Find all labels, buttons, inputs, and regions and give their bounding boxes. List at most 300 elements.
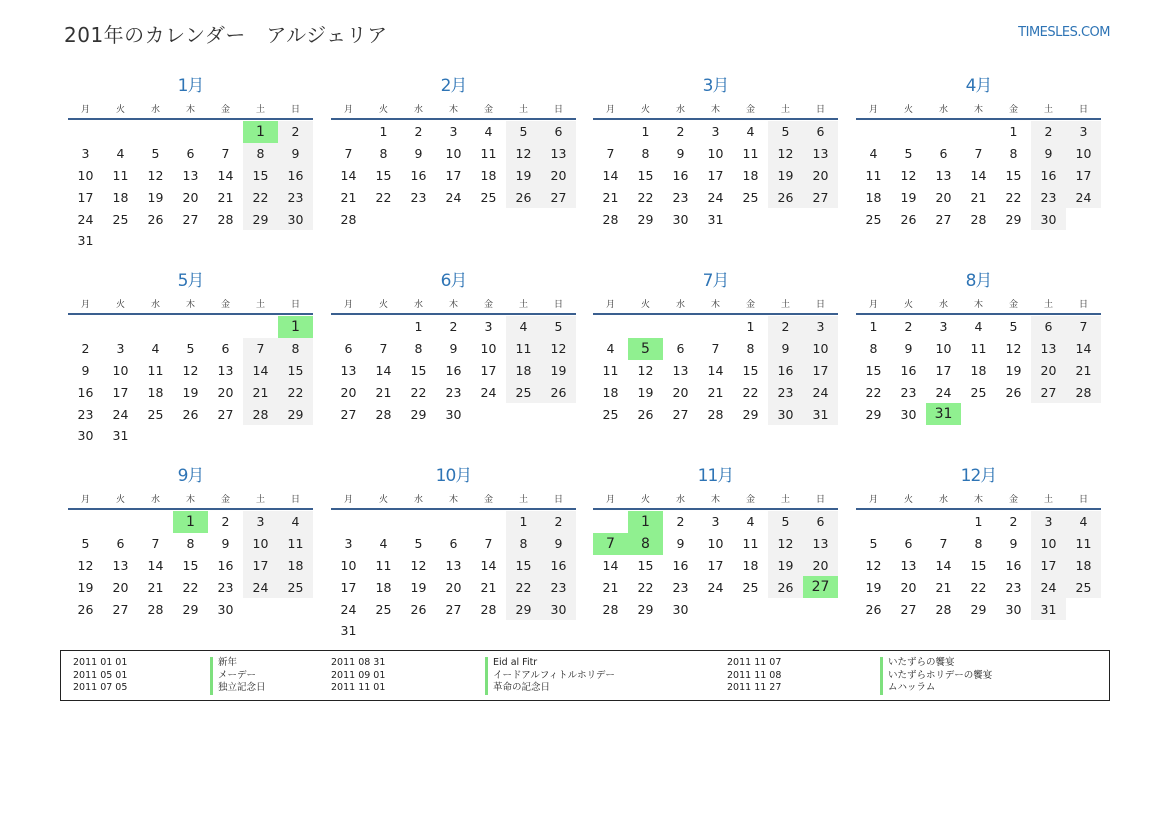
empty-cell: [103, 511, 138, 533]
empty-cell: [208, 121, 243, 143]
holiday-day-cell: 8: [628, 533, 663, 555]
day-cell: 10: [803, 338, 838, 360]
weekday-label: 土: [1043, 495, 1053, 505]
day-cell: 14: [243, 360, 278, 382]
day-cell: 20: [803, 555, 838, 577]
day-cell: 4: [869, 146, 878, 162]
day-cell: 25: [278, 576, 313, 598]
header-rule: [593, 118, 838, 120]
month-name: 2月: [440, 76, 467, 96]
day-cell: 19: [182, 384, 199, 400]
empty-cell: [628, 316, 663, 338]
day-cell: 9: [449, 341, 458, 357]
day-cell: 13: [672, 362, 689, 378]
empty-cell: [173, 121, 208, 143]
day-cell: 15: [375, 167, 392, 183]
day-grid: [593, 121, 838, 230]
legend-holiday-name: いたずらホリデーの饗宴: [880, 670, 992, 683]
day-cell: 6: [541, 121, 576, 143]
weekday-label: 木: [973, 105, 983, 115]
empty-cell: [68, 511, 103, 533]
day-cell: 20: [935, 189, 952, 205]
day-cell: 3: [711, 514, 720, 530]
day-cell: 11: [742, 146, 759, 162]
day-cell: 5: [541, 316, 576, 338]
day-cell: 21: [602, 579, 619, 595]
empty-cell: [593, 511, 628, 533]
day-grid: [856, 121, 1101, 230]
day-cell: 30: [672, 601, 689, 617]
day-cell: 3: [939, 319, 948, 335]
empty-cell: [961, 121, 996, 143]
day-cell: 8: [379, 146, 388, 162]
day-cell: 13: [541, 143, 576, 165]
day-cell: 1: [974, 514, 983, 530]
day-grid: [331, 316, 576, 425]
day-cell: 28: [707, 406, 724, 422]
day-cell: 22: [243, 186, 278, 208]
day-cell: 7: [1066, 316, 1101, 338]
day-cell: 21: [375, 384, 392, 400]
day-cell: 16: [541, 555, 576, 577]
day-cell: 28: [375, 406, 392, 422]
legend-date: 2011 07 05: [73, 682, 128, 693]
day-cell: 29: [742, 406, 759, 422]
weekday-header: [593, 490, 838, 507]
day-cell: 11: [112, 167, 129, 183]
day-cell: 17: [935, 362, 952, 378]
weekday-label: 日: [1078, 300, 1088, 310]
day-cell: 2: [676, 124, 685, 140]
day-cell: 28: [935, 601, 952, 617]
day-cell: 6: [186, 146, 195, 162]
day-cell: 28: [602, 211, 619, 227]
day-cell: 8: [278, 338, 313, 360]
day-cell: 24: [1031, 576, 1066, 598]
day-cell: 8: [641, 146, 650, 162]
day-cell: 17: [707, 557, 724, 573]
day-cell: 20: [445, 579, 462, 595]
header-rule: [331, 313, 576, 315]
day-cell: 24: [1066, 186, 1101, 208]
day-cell: 10: [77, 167, 94, 183]
day-cell: 1: [506, 511, 541, 533]
day-grid: [331, 121, 576, 230]
month-name: 9月: [177, 466, 204, 486]
day-cell: 3: [116, 341, 125, 357]
site-link[interactable]: TIMESLES.COM: [1018, 25, 1110, 40]
day-cell: 28: [1066, 381, 1101, 403]
day-cell: 7: [221, 146, 230, 162]
day-cell: 27: [445, 601, 462, 617]
day-cell: 19: [1005, 362, 1022, 378]
weekday-label: 木: [185, 105, 195, 115]
empty-cell: [891, 511, 926, 533]
weekday-label: 月: [868, 105, 878, 115]
month-name: 11月: [697, 466, 734, 486]
weekday-label: 水: [675, 105, 685, 115]
day-cell: 25: [865, 211, 882, 227]
weekday-label: 金: [1008, 300, 1018, 310]
day-cell: 21: [147, 579, 164, 595]
empty-cell: [471, 511, 506, 533]
day-cell: 21: [602, 189, 619, 205]
weekday-header: [331, 490, 576, 507]
legend-date: 2011 08 31: [331, 657, 386, 668]
day-cell: 13: [445, 557, 462, 573]
day-cell: 19: [541, 360, 576, 382]
weekday-label: 水: [150, 495, 160, 505]
day-cell: 1: [746, 319, 755, 335]
day-cell: 21: [1066, 360, 1101, 382]
day-cell: 18: [147, 384, 164, 400]
day-cell: 6: [939, 146, 948, 162]
day-cell: 29: [182, 601, 199, 617]
day-cell: 20: [340, 384, 357, 400]
day-grid: [68, 511, 313, 620]
weekday-label: 月: [605, 495, 615, 505]
weekday-header: [856, 100, 1101, 117]
empty-cell: [103, 121, 138, 143]
day-cell: 10: [243, 533, 278, 555]
day-cell: 16: [768, 360, 803, 382]
day-cell: 23: [217, 579, 234, 595]
day-cell: 24: [243, 576, 278, 598]
weekday-label: 月: [605, 300, 615, 310]
day-grid: [68, 316, 313, 447]
day-cell: 13: [803, 143, 838, 165]
holiday-day-cell: 31: [926, 403, 961, 425]
day-cell: 22: [742, 384, 759, 400]
day-cell: 2: [676, 514, 685, 530]
weekday-label: 火: [640, 495, 650, 505]
day-cell: 11: [278, 533, 313, 555]
weekday-label: 日: [553, 300, 563, 310]
day-cell: 27: [112, 601, 129, 617]
day-cell: 23: [672, 579, 689, 595]
day-cell: 14: [480, 557, 497, 573]
weekday-label: 木: [185, 495, 195, 505]
day-cell: 8: [1009, 146, 1018, 162]
weekday-label: 日: [290, 300, 300, 310]
day-cell: 3: [1066, 121, 1101, 143]
holiday-day-cell: 1: [628, 511, 663, 533]
day-cell: 22: [637, 579, 654, 595]
month-name: 6月: [440, 271, 467, 291]
day-cell: 16: [672, 167, 689, 183]
day-cell: 1: [1009, 124, 1018, 140]
day-cell: 12: [1005, 341, 1022, 357]
day-cell: 23: [445, 384, 462, 400]
day-cell: 13: [900, 557, 917, 573]
day-cell: 22: [182, 579, 199, 595]
weekday-label: 木: [448, 105, 458, 115]
day-cell: 11: [970, 341, 987, 357]
day-cell: 15: [410, 362, 427, 378]
weekday-label: 日: [815, 105, 825, 115]
day-cell: 23: [410, 189, 427, 205]
day-cell: 21: [970, 189, 987, 205]
day-cell: 3: [484, 319, 493, 335]
day-cell: 5: [869, 536, 878, 552]
holiday-day-cell: 5: [628, 338, 663, 360]
weekday-label: 火: [640, 105, 650, 115]
weekday-label: 水: [938, 105, 948, 115]
day-cell: 18: [480, 167, 497, 183]
day-cell: 22: [970, 579, 987, 595]
day-cell: 2: [414, 124, 423, 140]
day-cell: 31: [77, 233, 94, 249]
weekday-label: 土: [255, 300, 265, 310]
weekday-header: [331, 295, 576, 312]
day-cell: 2: [81, 341, 90, 357]
day-cell: 23: [541, 576, 576, 598]
weekday-label: 月: [605, 105, 615, 115]
legend-holiday-name: 新年: [210, 657, 237, 670]
day-cell: 28: [970, 211, 987, 227]
day-cell: 26: [865, 601, 882, 617]
day-cell: 28: [217, 211, 234, 227]
day-cell: 29: [865, 406, 882, 422]
weekday-label: 土: [518, 495, 528, 505]
day-cell: 31: [1031, 598, 1066, 620]
day-cell: 1: [414, 319, 423, 335]
day-cell: 9: [768, 338, 803, 360]
day-cell: 5: [1009, 319, 1018, 335]
legend-holiday-name: いたずらの饗宴: [880, 657, 955, 670]
day-cell: 26: [768, 576, 803, 598]
weekday-header: [593, 295, 838, 312]
month-name: 4月: [965, 76, 992, 96]
day-cell: 17: [340, 579, 357, 595]
weekday-label: 水: [675, 300, 685, 310]
day-cell: 30: [77, 428, 94, 444]
month-name: 8月: [965, 271, 992, 291]
day-cell: 28: [243, 403, 278, 425]
day-cell: 25: [602, 406, 619, 422]
page-title: 201年のカレンダー アルジェリア: [64, 23, 388, 47]
empty-cell: [138, 511, 173, 533]
day-cell: 27: [803, 186, 838, 208]
month-block: [856, 270, 1101, 425]
empty-cell: [593, 121, 628, 143]
month-block: [593, 75, 838, 230]
day-cell: 4: [606, 341, 615, 357]
day-cell: 12: [900, 167, 917, 183]
legend-column: [73, 657, 373, 695]
day-cell: 27: [182, 211, 199, 227]
day-cell: 24: [480, 384, 497, 400]
legend-column: [727, 657, 1087, 695]
weekday-label: 金: [220, 105, 230, 115]
day-cell: 18: [865, 189, 882, 205]
day-cell: 27: [672, 406, 689, 422]
day-cell: 16: [410, 167, 427, 183]
weekday-label: 火: [115, 300, 125, 310]
header-rule: [856, 313, 1101, 315]
day-cell: 23: [768, 381, 803, 403]
day-cell: 22: [278, 381, 313, 403]
day-cell: 9: [221, 536, 230, 552]
day-cell: 6: [344, 341, 353, 357]
weekday-label: 火: [115, 495, 125, 505]
day-cell: 9: [541, 533, 576, 555]
day-cell: 24: [340, 601, 357, 617]
day-cell: 21: [935, 579, 952, 595]
weekday-label: 木: [973, 495, 983, 505]
day-cell: 17: [77, 189, 94, 205]
empty-cell: [173, 316, 208, 338]
legend-holiday-name: イードアルフィトルホリデー: [485, 670, 615, 683]
day-cell: 27: [900, 601, 917, 617]
day-cell: 24: [707, 189, 724, 205]
legend-date: 2011 11 01: [331, 682, 386, 693]
day-cell: 16: [672, 557, 689, 573]
day-cell: 22: [637, 189, 654, 205]
day-cell: 20: [672, 384, 689, 400]
day-grid: [68, 121, 313, 252]
weekday-label: 水: [150, 105, 160, 115]
day-cell: 29: [278, 403, 313, 425]
empty-cell: [331, 121, 366, 143]
weekday-label: 土: [780, 300, 790, 310]
weekday-label: 日: [1078, 105, 1088, 115]
empty-cell: [436, 511, 471, 533]
weekday-label: 金: [745, 105, 755, 115]
day-cell: 20: [182, 189, 199, 205]
weekday-label: 月: [868, 300, 878, 310]
empty-cell: [103, 316, 138, 338]
weekday-label: 火: [640, 300, 650, 310]
weekday-label: 金: [745, 300, 755, 310]
day-cell: 3: [81, 146, 90, 162]
day-cell: 5: [768, 121, 803, 143]
day-cell: 6: [221, 341, 230, 357]
month-name: 10月: [435, 466, 472, 486]
legend-holiday-name: メーデー: [210, 670, 256, 683]
holiday-day-cell: 1: [173, 511, 208, 533]
day-cell: 12: [77, 557, 94, 573]
day-cell: 4: [116, 146, 125, 162]
weekday-label: 月: [868, 495, 878, 505]
weekday-label: 水: [413, 105, 423, 115]
day-grid: [593, 316, 838, 425]
day-cell: 5: [414, 536, 423, 552]
day-cell: 9: [414, 146, 423, 162]
day-cell: 15: [742, 362, 759, 378]
day-cell: 28: [480, 601, 497, 617]
holiday-legend: [60, 650, 1110, 701]
day-cell: 24: [112, 406, 129, 422]
day-cell: 25: [375, 601, 392, 617]
day-cell: 21: [480, 579, 497, 595]
day-cell: 24: [707, 579, 724, 595]
month-name: 12月: [960, 466, 997, 486]
day-grid: [593, 511, 838, 620]
day-cell: 10: [707, 146, 724, 162]
day-cell: 20: [541, 165, 576, 187]
day-cell: 7: [344, 146, 353, 162]
day-cell: 18: [742, 557, 759, 573]
day-cell: 10: [480, 341, 497, 357]
weekday-label: 日: [290, 495, 300, 505]
legend-holiday-name: 独立記念日: [210, 682, 266, 695]
day-cell: 19: [900, 189, 917, 205]
day-cell: 15: [278, 360, 313, 382]
weekday-label: 木: [710, 300, 720, 310]
day-cell: 19: [77, 579, 94, 595]
legend-holiday-name: ムハッラム: [880, 682, 935, 695]
weekday-label: 土: [518, 105, 528, 115]
weekday-label: 水: [938, 495, 948, 505]
day-cell: 14: [217, 167, 234, 183]
day-cell: 2: [449, 319, 458, 335]
day-cell: 24: [445, 189, 462, 205]
day-cell: 26: [1005, 384, 1022, 400]
weekday-label: 木: [710, 495, 720, 505]
day-cell: 10: [1031, 533, 1066, 555]
day-cell: 21: [243, 381, 278, 403]
day-cell: 22: [375, 189, 392, 205]
day-cell: 3: [803, 316, 838, 338]
day-cell: 7: [711, 341, 720, 357]
day-cell: 12: [768, 533, 803, 555]
day-cell: 15: [243, 165, 278, 187]
day-cell: 30: [672, 211, 689, 227]
header-rule: [68, 118, 313, 120]
day-cell: 11: [506, 338, 541, 360]
holiday-day-cell: 27: [803, 576, 838, 598]
day-cell: 21: [707, 384, 724, 400]
day-cell: 31: [707, 211, 724, 227]
empty-cell: [68, 316, 103, 338]
day-grid: [856, 511, 1101, 620]
weekday-label: 金: [483, 300, 493, 310]
day-cell: 9: [81, 362, 90, 378]
day-cell: 14: [340, 167, 357, 183]
day-cell: 3: [449, 124, 458, 140]
day-cell: 10: [935, 341, 952, 357]
weekday-label: 金: [1008, 105, 1018, 115]
empty-cell: [138, 121, 173, 143]
weekday-label: 土: [1043, 300, 1053, 310]
legend-date: 2011 01 01: [73, 657, 128, 668]
day-cell: 6: [803, 121, 838, 143]
legend-date: 2011 11 27: [727, 682, 782, 693]
day-cell: 2: [221, 514, 230, 530]
day-cell: 9: [1031, 143, 1066, 165]
day-cell: 30: [900, 406, 917, 422]
day-cell: 4: [484, 124, 493, 140]
weekday-label: 月: [343, 105, 353, 115]
empty-cell: [331, 511, 366, 533]
day-cell: 3: [344, 536, 353, 552]
day-cell: 6: [1031, 316, 1066, 338]
day-cell: 26: [182, 406, 199, 422]
day-cell: 29: [243, 208, 278, 230]
day-cell: 12: [147, 167, 164, 183]
day-cell: 7: [151, 536, 160, 552]
day-cell: 26: [506, 186, 541, 208]
day-cell: 14: [970, 167, 987, 183]
day-cell: 2: [1009, 514, 1018, 530]
weekday-label: 土: [255, 495, 265, 505]
weekday-header: [856, 490, 1101, 507]
day-cell: 24: [935, 384, 952, 400]
day-cell: 25: [970, 384, 987, 400]
month-block: [856, 75, 1101, 230]
day-cell: 4: [278, 511, 313, 533]
